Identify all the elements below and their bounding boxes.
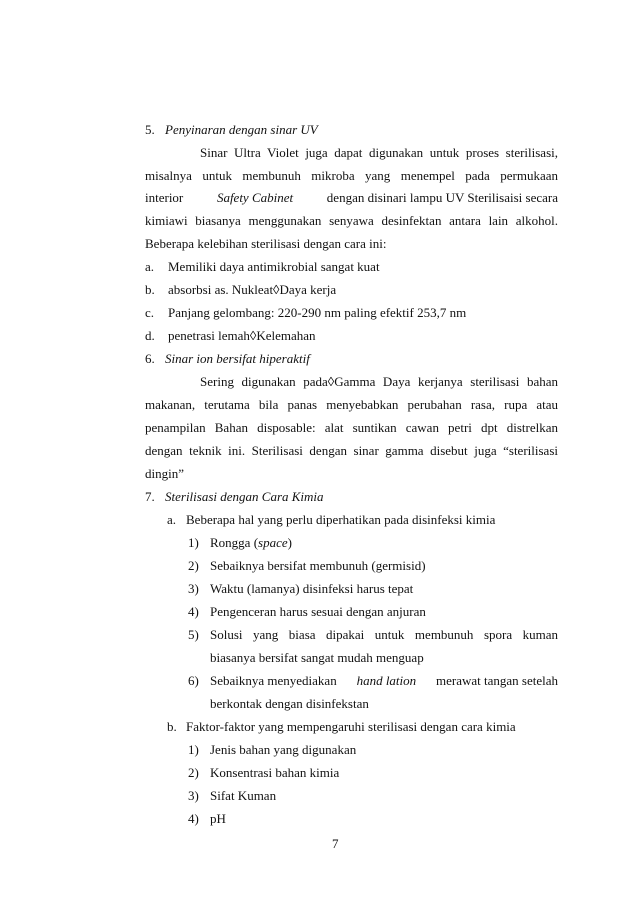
item-5-title: Penyinaran dengan sinar UV — [165, 122, 318, 137]
sub-a-num: 4) — [188, 604, 199, 619]
sub-a-num: 3) — [188, 581, 199, 596]
ion-paragraph-line: Sering digunakan pada◊Gamma Daya kerjanya sterilisasi bahan — [200, 374, 558, 389]
sub-b-num: 3) — [188, 788, 199, 803]
uv-text: dengan disinari lampu UV Sterilisaisi secara — [326, 190, 558, 205]
sub-b-item: Konsentrasi bahan kimia — [210, 765, 340, 780]
item-7-number: 7. — [145, 489, 155, 504]
uv-list-item: penetrasi lemah◊Kelemahan — [168, 328, 316, 343]
uv-paragraph-line — [145, 190, 558, 206]
sub-a-item-text: merawat tangan setelah — [436, 673, 558, 688]
sub-a-item: Solusi yang biasa dipakai untuk membunuh spora kuman — [210, 627, 558, 642]
sub-a-title: Beberapa hal yang perlu diperhatikan pada disinfeksi kimia — [186, 512, 496, 527]
sub-b-item: Sifat Kuman — [210, 788, 277, 803]
sub-a-item-text: ) — [287, 535, 292, 550]
ion-paragraph-line: penampilan Bahan disposable: alat suntikan cawan petri dpt distrelkan — [145, 420, 558, 435]
uv-list-marker: d. — [145, 328, 155, 343]
item-6-title: Sinar ion bersifat hiperaktif — [165, 351, 310, 366]
item-5-number: 5. — [145, 122, 155, 137]
ion-paragraph-line: makanan, terutama bila panas menyebabkan perubahan rasa, rupa atau — [145, 397, 558, 412]
sub-a-item: Pengenceran harus sesuai dengan anjuran — [210, 604, 426, 619]
uv-list-item: absorbsi as. Nukleat◊Daya kerja — [168, 282, 337, 297]
sub-b-num: 2) — [188, 765, 199, 780]
sub-a-item-cont: biasanya bersifat sangat mudah menguap — [210, 650, 424, 665]
sub-a-num: 6) — [188, 673, 199, 688]
page-number: 7 — [332, 836, 339, 851]
item-7-title: Sterilisasi dengan Cara Kimia — [165, 489, 324, 504]
item-6-number: 6. — [145, 351, 155, 366]
uv-list-item: Panjang gelombang: 220-290 nm paling efektif 253,7 nm — [168, 305, 467, 320]
sub-a-num: 5) — [188, 627, 199, 642]
uv-list-marker: c. — [145, 305, 155, 320]
uv-paragraph-line: Beberapa kelebihan sterilisasi dengan cara ini: — [145, 236, 387, 251]
sub-a-item — [210, 535, 292, 551]
sub-a-item: Waktu (lamanya) disinfeksi harus tepat — [210, 581, 414, 596]
uv-list-marker: b. — [145, 282, 155, 297]
sub-a-item — [210, 673, 558, 689]
sub-a-item-cont: berkontak dengan disinfekstan — [210, 696, 369, 711]
sub-b-item: pH — [210, 811, 226, 826]
uv-list-marker: a. — [145, 259, 155, 274]
ion-paragraph-line: dingin” — [145, 466, 184, 481]
uv-paragraph-line: kimiawi biasanya menggunakan senyawa desinfektan antara lain alkohol. — [145, 213, 558, 228]
sub-b-marker: b. — [167, 719, 177, 734]
sub-b-num: 1) — [188, 742, 199, 757]
sub-b-title: Faktor-faktor yang mempengaruhi sterilisasi dengan cara kimia — [186, 719, 516, 734]
sub-a-item-text: Sebaiknya menyediakan — [210, 673, 337, 688]
sub-b-num: 4) — [188, 811, 199, 826]
sub-a-item-italic: hand lation — [356, 673, 417, 688]
uv-text-italic: Safety Cabinet — [216, 190, 294, 205]
sub-a-item-text: Rongga ( — [210, 535, 259, 550]
sub-b-item: Jenis bahan yang digunakan — [210, 742, 357, 757]
sub-a-num: 2) — [188, 558, 199, 573]
sub-a-item-italic: space — [258, 535, 288, 550]
uv-list-item: Memiliki daya antimikrobial sangat kuat — [168, 259, 380, 274]
sub-a-item: Sebaiknya bersifat membunuh (germisid) — [210, 558, 426, 573]
sub-a-marker: a. — [167, 512, 177, 527]
uv-paragraph-line: misalnya untuk membunuh mikroba yang menempel pada permukaan — [145, 168, 558, 183]
sub-a-num: 1) — [188, 535, 199, 550]
uv-text: interior — [145, 190, 184, 205]
ion-paragraph-line: dengan teknik ini. Sterilisasi dengan sinar gamma disebut juga “sterilisasi — [145, 443, 558, 458]
uv-paragraph-line: Sinar Ultra Violet juga dapat digunakan untuk proses sterilisasi, — [200, 145, 558, 160]
